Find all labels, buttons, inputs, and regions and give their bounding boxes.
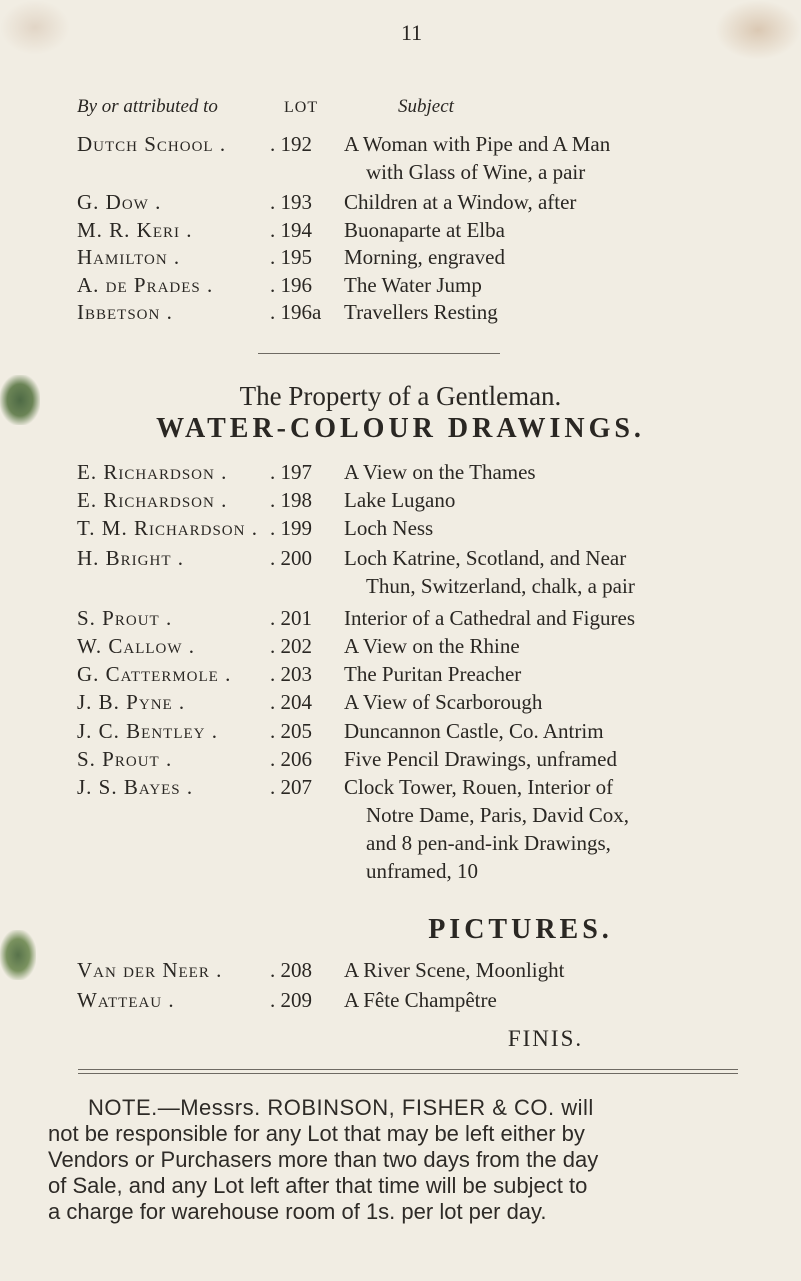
artist-name: G. Cattermole . bbox=[77, 662, 232, 686]
lot-subject: A View on the Rhine bbox=[344, 634, 520, 658]
lot-number: . 197 bbox=[270, 460, 312, 484]
artist-name: A. de Prades . bbox=[77, 273, 214, 297]
column-header-lot: LOT bbox=[284, 99, 319, 116]
lot-subject: A Woman with Pipe and A Man bbox=[344, 132, 611, 156]
finis-text: FINIS. bbox=[507, 1026, 584, 1051]
lot-number: . 199 bbox=[270, 516, 312, 540]
note-line: not be responsible for any Lot that may be left either by bbox=[48, 1121, 585, 1146]
lot-subject: Clock Tower, Rouen, Interior of bbox=[344, 775, 614, 799]
lot-row bbox=[0, 747, 801, 775]
lot-row bbox=[0, 634, 801, 662]
artist-name: Dutch School . bbox=[77, 132, 227, 156]
lot-subject-continued: Thun, Switzerland, chalk, a pair bbox=[366, 574, 635, 598]
lot-number: . 196a bbox=[270, 300, 322, 324]
artist-name: G. Dow . bbox=[77, 190, 162, 214]
paper-stain bbox=[715, 0, 801, 60]
lot-subject-continued: and 8 pen-and-ink Drawings, bbox=[366, 831, 611, 855]
lot-number: . 205 bbox=[270, 719, 312, 743]
lot-row bbox=[0, 690, 801, 718]
divider-rule bbox=[78, 1073, 738, 1074]
artist-name: J. B. Pyne . bbox=[77, 690, 186, 714]
lot-row bbox=[0, 719, 801, 747]
lot-subject: A View on the Thames bbox=[344, 460, 536, 484]
lot-subject: A Fête Champêtre bbox=[344, 988, 497, 1012]
lot-row bbox=[0, 662, 801, 690]
lot-row bbox=[0, 300, 801, 328]
lot-subject-continued: with Glass of Wine, a pair bbox=[366, 160, 586, 184]
lot-number: . 207 bbox=[270, 775, 312, 799]
lot-row bbox=[0, 516, 801, 544]
artist-name: E. Richardson . bbox=[77, 460, 228, 484]
lot-number: . 196 bbox=[270, 273, 312, 297]
lot-subject-continued: unframed, 10 bbox=[366, 859, 478, 883]
terms-note bbox=[48, 1095, 778, 1225]
section-title-pictures: PICTURES. bbox=[428, 914, 613, 945]
lot-subject: Morning, engraved bbox=[344, 245, 505, 269]
lot-row bbox=[0, 218, 801, 246]
lot-row bbox=[0, 273, 801, 301]
lot-row bbox=[0, 190, 801, 218]
lot-subject: Lake Lugano bbox=[344, 488, 456, 512]
lot-row bbox=[0, 245, 801, 273]
lot-subject: Interior of a Cathedral and Figures bbox=[344, 606, 635, 630]
lot-row bbox=[0, 460, 801, 488]
note-line: NOTE.—Messrs. ROBINSON, FISHER & CO. will bbox=[88, 1095, 594, 1120]
lot-row bbox=[0, 606, 801, 634]
lot-number: . 203 bbox=[270, 662, 312, 686]
lot-row bbox=[0, 488, 801, 516]
lot-subject: A View of Scarborough bbox=[344, 690, 543, 714]
note-line: of Sale, and any Lot left after that time will be subject to bbox=[48, 1173, 588, 1198]
lot-subject: Loch Ness bbox=[344, 516, 434, 540]
artist-name: W. Callow . bbox=[77, 634, 196, 658]
note-line: Vendors or Purchasers more than two days from the day bbox=[48, 1147, 599, 1172]
lot-number: . 201 bbox=[270, 606, 312, 630]
lot-subject: Duncannon Castle, Co. Antrim bbox=[344, 719, 604, 743]
lot-number: . 208 bbox=[270, 958, 312, 982]
artist-name: T. M. Richardson . bbox=[77, 516, 258, 540]
lot-number: . 194 bbox=[270, 218, 312, 242]
artist-name: J. S. Bayes . bbox=[77, 775, 194, 799]
paper-stain bbox=[0, 0, 70, 55]
divider-rule bbox=[258, 353, 500, 354]
lot-row bbox=[0, 988, 801, 1016]
lot-row bbox=[0, 132, 801, 160]
artist-name: J. C. Bentley . bbox=[77, 719, 219, 743]
lot-row bbox=[0, 546, 801, 574]
lot-subject: Travellers Resting bbox=[344, 300, 498, 324]
column-header-subject: Subject bbox=[398, 96, 454, 117]
artist-name: M. R. Keri . bbox=[77, 218, 193, 242]
artist-name: H. Bright . bbox=[77, 546, 184, 570]
lot-row bbox=[0, 958, 801, 986]
lot-number: . 209 bbox=[270, 988, 312, 1012]
artist-name: Van der Neer . bbox=[77, 958, 223, 982]
lot-number: . 198 bbox=[270, 488, 312, 512]
artist-name: Ibbetson . bbox=[77, 300, 173, 324]
lot-number: . 200 bbox=[270, 546, 312, 570]
section-title-watercolour: WATER-COLOUR DRAWINGS. bbox=[156, 413, 645, 444]
lot-number: . 206 bbox=[270, 747, 312, 771]
lot-subject: The Puritan Preacher bbox=[344, 662, 522, 686]
lot-subject-continued: Notre Dame, Paris, David Cox, bbox=[366, 803, 630, 827]
artist-name: S. Prout . bbox=[77, 747, 173, 771]
lot-row bbox=[0, 775, 801, 803]
artist-name: S. Prout . bbox=[77, 606, 173, 630]
lot-subject: Loch Katrine, Scotland, and Near bbox=[344, 546, 627, 570]
lot-number: . 204 bbox=[270, 690, 312, 714]
lot-number: . 202 bbox=[270, 634, 312, 658]
artist-name: E. Richardson . bbox=[77, 488, 228, 512]
lot-number: . 193 bbox=[270, 190, 312, 214]
lot-subject: Buonaparte at Elba bbox=[344, 218, 505, 242]
column-header-artist: By or attributed to bbox=[77, 96, 218, 117]
property-heading: The Property of a Gentleman. bbox=[239, 381, 562, 411]
lot-number: . 195 bbox=[270, 245, 312, 269]
divider-rule bbox=[78, 1069, 738, 1070]
lot-subject: A River Scene, Moonlight bbox=[344, 958, 565, 982]
page-number: 11 bbox=[401, 20, 423, 45]
lot-subject: The Water Jump bbox=[344, 273, 482, 297]
note-line: a charge for warehouse room of 1s. per lot per day. bbox=[48, 1199, 547, 1224]
artist-name: Watteau . bbox=[77, 988, 175, 1012]
lot-number: . 192 bbox=[270, 132, 312, 156]
lot-subject: Children at a Window, after bbox=[344, 190, 577, 214]
lot-subject: Five Pencil Drawings, unframed bbox=[344, 747, 617, 771]
artist-name: Hamilton . bbox=[77, 245, 181, 269]
